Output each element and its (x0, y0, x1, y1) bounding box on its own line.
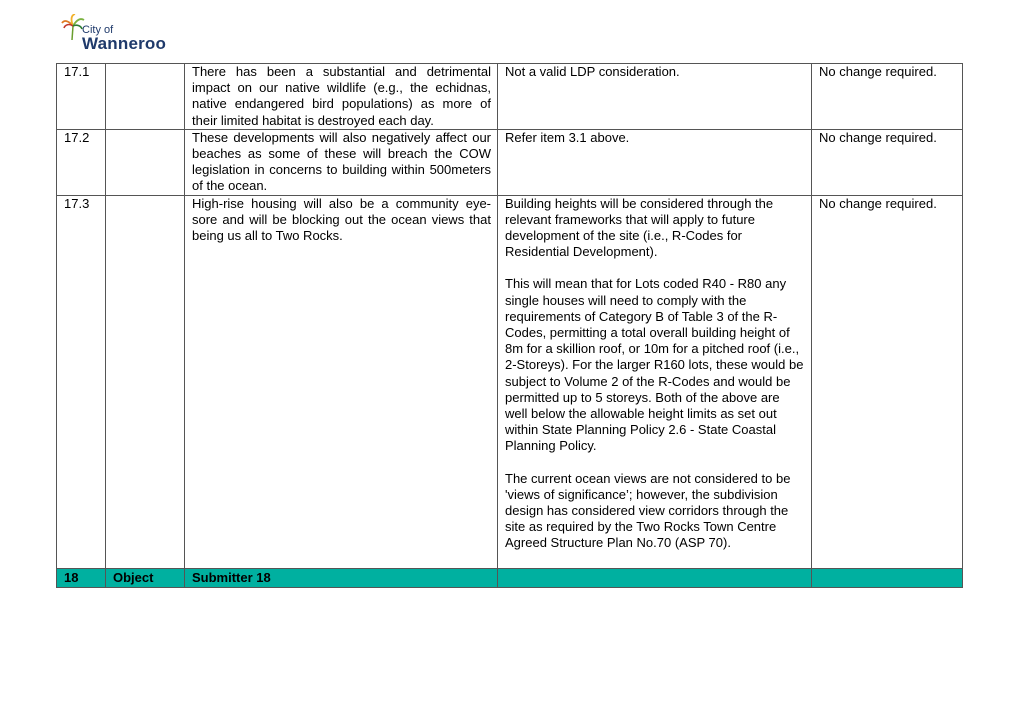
response-cell (498, 129, 812, 195)
logo-name-text: Wanneroo (82, 34, 167, 53)
item-number-cell: 17.1 (57, 64, 106, 130)
outcome-cell: No change required. (812, 64, 963, 130)
outcome-cell: No change required. (812, 129, 963, 195)
table-row (57, 195, 963, 568)
response-paragraph: The current ocean views are not considered to be 'views of significance’; however, the subdivision design has considered view corridors through the site as required by the Two Rocks Town Centre Agreed Structure Plan No.70 (ASP 70). (505, 470, 791, 551)
response-paragraph: This will mean that for Lots coded R40 - R80 any single houses will need to comply with the requirements of Category B of Table 3 of the R-Codes, permitting a total overall building height of 8m for a skillion roof, or 10m for a pitched roof (i.e., 2-Storeys). For the larger R160 lots, these would be subject to Volume 2 of the R-Codes and would be permitted up to 5 storeys. Both of the above are well below the allowable height limits as set out within State Planning Policy 2.6 - State Coastal Planning Policy. (505, 276, 804, 454)
submissions-table (56, 63, 963, 588)
type-cell (106, 195, 185, 568)
type-cell (106, 129, 185, 195)
logo-city-text: City of (82, 24, 114, 36)
submitter-label-cell: Submitter 18 (185, 568, 498, 587)
response-paragraph: Refer item 3.1 above. (505, 129, 630, 145)
response-cell (498, 64, 812, 130)
submitter-outcome-cell (812, 568, 963, 587)
response-paragraph: Building heights will be considered through the relevant frameworks that will apply to future development of the site (i.e., R-Codes for Residential Development). (505, 195, 774, 260)
comment-cell: High-rise housing will also be a community eye-sore and will be blocking out the ocean views that being us all to Two Rocks. (185, 195, 498, 568)
item-number-cell: 17.3 (57, 195, 106, 568)
submitter-header-row (57, 568, 963, 587)
comment-cell: There has been a substantial and detrimental impact on our native wildlife (e.g., the echidnas, native endangered bird populations) as more of their limited habitat is destroyed each day. (185, 64, 498, 130)
submitter-response-cell (498, 568, 812, 587)
submitter-type-cell: Object (106, 568, 185, 587)
response-cell (498, 195, 812, 568)
item-number-cell: 17.2 (57, 129, 106, 195)
type-cell (106, 64, 185, 130)
submitter-number-cell: 18 (57, 568, 106, 587)
city-of-wanneroo-logo (60, 14, 180, 56)
table-row (57, 129, 963, 195)
outcome-cell: No change required. (812, 195, 963, 568)
table-row (57, 64, 963, 130)
comment-cell: These developments will also negatively affect our beaches as some of these will breach the COW legislation in concerns to building within 500meters of the ocean. (185, 129, 498, 195)
response-paragraph: Not a valid LDP consideration. (505, 64, 680, 79)
